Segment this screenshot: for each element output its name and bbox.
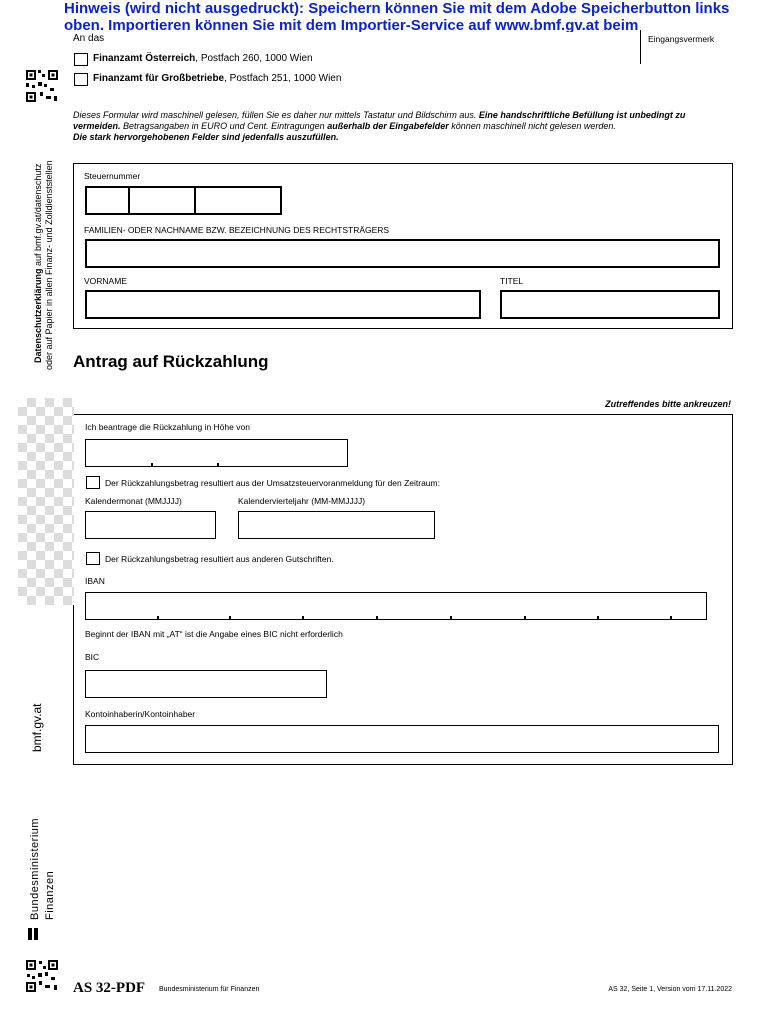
notice-text: können maschinell nicht gelesen werden. bbox=[451, 121, 616, 131]
notice-bold: außerhalb der Eingabefelder bbox=[327, 121, 449, 131]
save-hint: Hinweis (wird nicht ausgedruckt): Speichern können Sie mit dem Adobe Speicherbutton links oben. Importieren können Sie mit dem Importier-Service auf www.bmf.gv.at beim bbox=[64, 0, 730, 32]
amount-tick bbox=[151, 463, 153, 467]
month-field[interactable] bbox=[85, 511, 216, 539]
qr-code-icon bbox=[24, 958, 60, 994]
iban-tick bbox=[229, 616, 231, 620]
iban-tick bbox=[670, 616, 672, 620]
form-code: AS 32-PDF bbox=[73, 980, 146, 996]
firstname-field[interactable] bbox=[85, 290, 481, 319]
addressee-label: An das bbox=[73, 33, 105, 44]
bic-label: BIC bbox=[85, 652, 100, 662]
iban-label: IBAN bbox=[85, 576, 105, 586]
title-label: TITEL bbox=[500, 276, 524, 286]
refund-section bbox=[73, 414, 733, 765]
iban-tick bbox=[524, 616, 526, 620]
tax-number-field-1[interactable] bbox=[85, 186, 130, 215]
office-name: Finanzamt für Großbetriebe bbox=[93, 73, 225, 84]
office-address: , Postfach 260, 1000 Wien bbox=[195, 53, 313, 64]
qr-code-icon bbox=[24, 68, 60, 104]
firstname-label: VORNAME bbox=[84, 276, 127, 286]
iban-field[interactable] bbox=[85, 592, 707, 620]
iban-tick bbox=[302, 616, 304, 620]
iban-tick bbox=[157, 616, 159, 620]
surname-field[interactable] bbox=[85, 239, 720, 268]
notice-text: Betragsangaben in EURO und Cent. Eintragungen bbox=[123, 121, 325, 131]
privacy-notice bbox=[33, 164, 43, 363]
receipt-stamp-label: Eingangsvermerk bbox=[648, 34, 715, 44]
tax-number-field-3[interactable] bbox=[194, 186, 282, 215]
privacy-url: auf bmf.gv.at/datenschutz bbox=[33, 163, 43, 269]
notice-bold: Die stark hervorgehobenen Felder sind jedenfalls auszufüllen. bbox=[73, 132, 339, 142]
ministry-logo-icon bbox=[34, 928, 38, 940]
footer-issuer: Bundesministerium für Finanzen bbox=[159, 986, 260, 993]
privacy-notice-line2: oder auf Papier in allen Finanz- und Zolldienststellen bbox=[44, 160, 54, 370]
iban-hint: Beginnt der IBAN mit „AT“ ist die Angabe eines BIC nicht erforderlich bbox=[85, 629, 343, 639]
form-title: Antrag auf Rückzahlung bbox=[73, 352, 269, 371]
iban-tick bbox=[597, 616, 599, 620]
ministry-logo-icon bbox=[28, 928, 32, 940]
iban-tick bbox=[450, 616, 452, 620]
other-credit-checkbox[interactable] bbox=[86, 552, 100, 565]
surname-label: FAMILIEN- ODER NACHNAME BZW. BEZEICHNUNG DES RECHTSTRÄGERS bbox=[84, 225, 390, 235]
office-checkbox-grossbetriebe[interactable] bbox=[74, 73, 88, 86]
uva-label: Der Rückzahlungsbetrag resultiert aus der Umsatzsteuervoranmeldung für den Zeitraum: bbox=[105, 478, 440, 488]
quarter-field[interactable] bbox=[238, 511, 435, 539]
tax-number-label: Steuernummer bbox=[84, 171, 141, 181]
title-field[interactable] bbox=[500, 290, 720, 319]
uva-checkbox[interactable] bbox=[86, 476, 100, 489]
taxpayer-section bbox=[73, 163, 733, 329]
privacy-title: Datenschutzerklärung bbox=[33, 268, 43, 363]
website-url: bmf.gv.at bbox=[30, 703, 44, 752]
quarter-label: Kalendervierteljahr (MM-MMJJJJ) bbox=[238, 496, 366, 506]
office-option-oesterreich bbox=[93, 53, 313, 64]
amount-label: Ich beantrage die Rückzahlung in Höhe von bbox=[85, 422, 250, 432]
amount-tick bbox=[217, 463, 219, 467]
notice-bold: Eine handschriftliche Befüllung ist unbedingt zu vermeiden. bbox=[73, 110, 686, 131]
month-label: Kalendermonat (MMJJJJ) bbox=[85, 496, 182, 506]
office-name: Finanzamt Österreich bbox=[93, 53, 196, 64]
other-credit-label: Der Rückzahlungsbetrag resultiert aus anderen Gutschriften. bbox=[105, 554, 334, 564]
account-holder-field[interactable] bbox=[85, 725, 719, 753]
account-holder-label: Kontoinhaberin/Kontoinhaber bbox=[85, 709, 196, 719]
ministry-dept: Finanzen bbox=[44, 870, 56, 920]
receipt-divider bbox=[640, 30, 641, 64]
footer-version: AS 32, Seite 1, Version vom 17.11.2022 bbox=[608, 986, 732, 993]
office-option-grossbetriebe bbox=[93, 73, 341, 84]
bic-field[interactable] bbox=[85, 670, 327, 698]
checkbox-instruction: Zutreffendes bitte ankreuzen! bbox=[605, 399, 731, 409]
office-address: , Postfach 251, 1000 Wien bbox=[224, 73, 342, 84]
office-checkbox-oesterreich[interactable] bbox=[74, 53, 88, 66]
ministry-name: Bundesministerium bbox=[29, 817, 41, 920]
checker-pattern bbox=[18, 398, 74, 605]
notice-text: Dieses Formular wird maschinell gelesen, füllen Sie es daher nur mittels Tastatur und Bildschirm aus. bbox=[73, 110, 477, 120]
form-notice bbox=[73, 110, 733, 143]
iban-tick bbox=[376, 616, 378, 620]
tax-number-field-2[interactable] bbox=[128, 186, 196, 215]
